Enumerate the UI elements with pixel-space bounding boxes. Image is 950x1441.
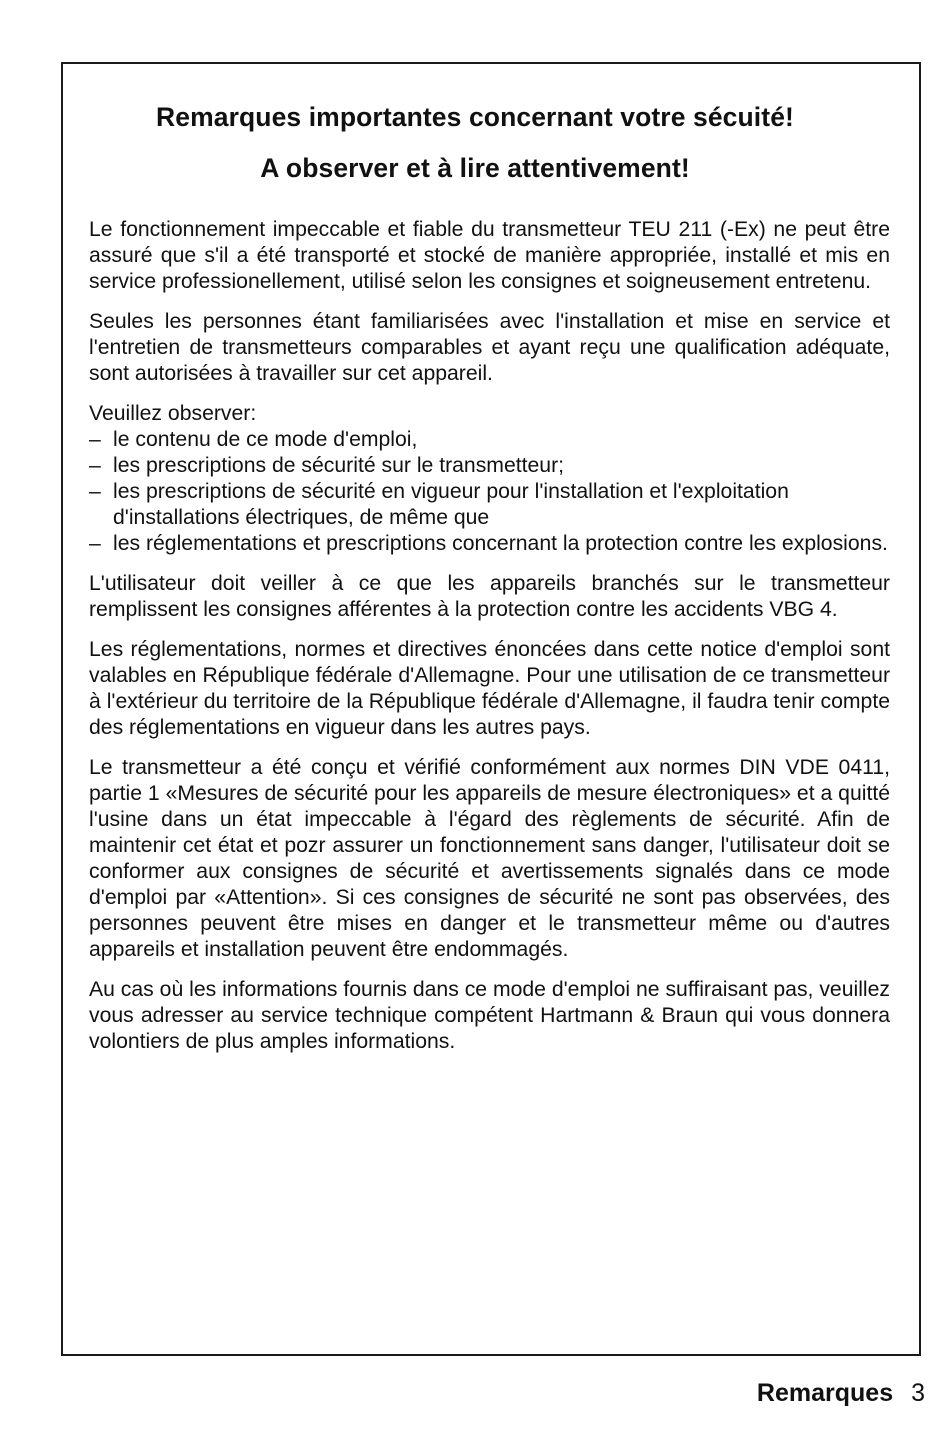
page-footer (0, 1379, 925, 1408)
list-item (89, 453, 890, 479)
page-number: 3 (911, 1379, 925, 1407)
dash-marker: – (89, 532, 101, 555)
list-item-text: les prescriptions de sécurité en vigueur pour l'installation et l'exploitation d'installations électriques, de même que (113, 480, 789, 529)
paragraph-qualified-personnel: Seules les personnes étant familiarisées avec l'installation et mise en service et l'entretien de transmetteurs comparables et ayant reçu une qualification adéquate, sont autorisées à travailler sur cet appareil. (89, 310, 890, 385)
list-intro: Veuillez observer: (89, 402, 257, 425)
list-item (89, 531, 890, 557)
observation-list (89, 427, 890, 557)
list-item (89, 427, 890, 453)
list-item (89, 479, 890, 531)
dash-marker: – (89, 428, 101, 451)
paragraph-service-contact: Au cas où les informations fournis dans ce mode d'emploi ne suffiraisant pas, veuillez vous adresser au service technique compétent Hartmann & Braun qui vous donnera volontiers de plus amples informations. (89, 978, 890, 1053)
paragraph-din-vde: Le transmetteur a été conçu et vérifié conformément aux normes DIN VDE 0411, partie 1 «Mesures de sécurité pour les appareils de mesure électroniques» et a quitté l'usine dans un état impeccable à l'égard des règlements de sécurité. Afin de maintenir cet état et pozr assurer un fonctionnement sans danger, l'utilisateur doit se conformer aux consignes de sécurité et avertissements signalés dans ce mode d'emploi par «Attention». Si ces consignes de sécurité ne sont pas observées, des personnes peuvent être mises en danger et le transmetteur même ou d'autres appareils et installation peuvent être endommagés. (89, 756, 890, 961)
notice-title: Remarques importantes concernant votre sécuité! (156, 102, 794, 132)
list-item-text: les prescriptions de sécurité sur le transmetteur; (113, 454, 565, 477)
list-item-text: le contenu de ce mode d'emploi, (113, 428, 418, 451)
paragraph-vbg4: L'utilisateur doit veiller à ce que les appareils branchés sur le transmetteur remplissent les consignes afférentes à la protection contre les accidents VBG 4. (89, 572, 890, 621)
dash-marker: – (89, 454, 101, 477)
dash-marker: – (89, 480, 101, 503)
list-item-text: les réglementations et prescriptions concernant la protection contre les explosions. (113, 532, 888, 555)
paragraph-operation: Le fonctionnement impeccable et fiable du transmetteur TEU 211 (-Ex) ne peut être assuré que s'il a été transporté et stocké de manière appropriée, installé et mis en service professionellement, utilisé selon les consignes et soigneusement entretenu. (89, 218, 890, 293)
notice-body (89, 217, 890, 1069)
notice-subtitle: A observer et à lire attentivement! (260, 153, 690, 183)
footer-section-title: Remarques (756, 1379, 894, 1407)
paragraph-regulations: Les réglementations, normes et directives énoncées dans cette notice d'emploi sont valables en République fédérale d'Allemagne. Pour une utilisation de ce transmetteur à l'extérieur du territoire de la République fédérale d'Allemagne, il faudra tenir compte des réglementations en vigueur dans les autres pays. (89, 638, 890, 739)
